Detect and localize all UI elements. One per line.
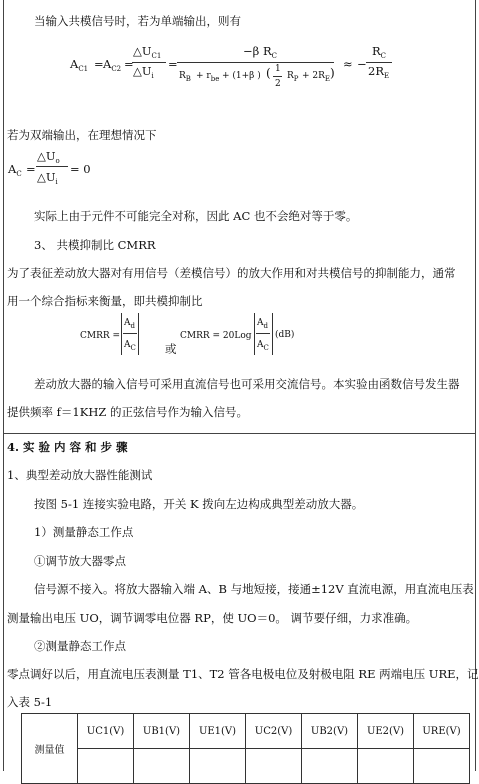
delta-uc1: △U: [133, 44, 152, 58]
ad-symbol: A: [257, 318, 264, 328]
ac1-symbol: A: [70, 57, 79, 71]
equals-sign: =: [26, 162, 36, 176]
table-cell[interactable]: [134, 749, 190, 784]
table-cell[interactable]: [358, 749, 414, 784]
asymmetry-note: 实际上由于元件不可能完全对称，因此 AC 也不会绝对等于零。: [34, 209, 358, 223]
common-mode-intro: 当输入共模信号时，若为单端输出，则有: [34, 14, 241, 28]
equals-sign: =: [124, 57, 134, 71]
paren-close: ): [330, 66, 335, 80]
delta-ui: △U: [133, 64, 152, 78]
equals-sign: =: [168, 57, 178, 71]
ac-symbol: A: [8, 162, 17, 176]
double-output-text: 若为双端输出，在理想情况下: [7, 128, 157, 142]
zero-adjust-line1: 信号源不接入。将放大器输入端 A、B 与地短接，接通±12V 直流电源，用直流电压表: [34, 582, 474, 596]
input-signal-line2: 提供频率 f＝1KHZ 的正弦信号作为输入信号。: [7, 405, 248, 419]
connect-circuit-text: 按图 5-1 连接实验电路，开关 K 拨向左边构成典型差动放大器。: [34, 497, 364, 511]
equals-zero: = 0: [70, 162, 91, 176]
table-header-cell: UC2(V): [246, 714, 302, 749]
rp-symbol: R: [287, 71, 294, 81]
cmrr-label-1: CMRR =: [80, 331, 121, 341]
ad-symbol: A: [124, 318, 131, 328]
zero-adjust-line2: 测量输出电压 UO，调节调零电位器 RP，使 UO＝0。 调节要仔细，力求准确。: [7, 611, 418, 625]
section4-heading: 4. 实 验 内 容 和 步 骤: [7, 440, 128, 454]
rc-symbol: R: [372, 44, 381, 58]
static-point-line2: 入表 5-1: [7, 695, 53, 709]
table-row: [22, 749, 470, 784]
half-numerator: 1: [275, 64, 281, 74]
static-point-table: [21, 713, 470, 784]
table-cell[interactable]: [302, 749, 358, 784]
cmrr-heading: 3、 共模抑制比 CMRR: [34, 238, 156, 252]
table-header-cell: UB2(V): [302, 714, 358, 749]
denominator-beta: + (1+β ): [222, 71, 261, 81]
table-header-cell: UC1(V): [78, 714, 134, 749]
minus-sign: −: [357, 57, 367, 71]
step-1a-heading: ①调节放大器零点: [34, 554, 126, 568]
ac-symbol: A: [124, 340, 131, 350]
denominator-rbe: + r: [196, 71, 211, 81]
table-header-cell: UE1(V): [190, 714, 246, 749]
ac2-symbol: A: [103, 57, 112, 71]
paren-open: (: [266, 66, 271, 80]
two-re-symbol: 2R: [368, 64, 384, 78]
table-cell[interactable]: [190, 749, 246, 784]
approx-sign: ≈: [343, 57, 353, 71]
input-signal-line1: 差动放大器的输入信号可采用直流信号也可采用交流信号。本实验由函数信号发生器: [34, 377, 460, 391]
cmrr-paragraph-line1: 为了表征差动放大器对有用信号（差模信号）的放大作用和对共模信号的抑制能力，通常: [7, 266, 456, 280]
document-page: 当输入共模信号时，若为单端输出，则有 $A_{C1}$ = $A_{C2}$ = $\triangle U_{C1}$ $\triangle U_i$ = −β $R_C$ $R_B$ + $r_{be}$ + (1+β ) ( 1 2 $R_P$ + $2R_E$ ) ≈ − $R_C$ $2R_E$ 若为双端输出，在理想情况下 $A_C$ = $\triangle U_o$ $\triangle U_i$ = 0 实际上由于元件不可能完全对称，因此 AC 也不会绝对等于零。 3、 共模抑制比 CMRR 为了表征差动放大器对有用信号（差模信号）的放大作用和对共模信号的抑制能力，通常 用一个综合指标来衡量，即共模抑制比 CMRR = $A_d$ $A_C$ 或 CMRR = 20Log $A_d$ $A_C$ (dB) 差动放大器的输入信号可采用直流信号也可采用交流信号。本实验由函数信号发生器 提供频率 f＝1KHZ 的正弦信号作为输入信号。 4. 实 验 内 容 和 步 骤 1、典型差动放大器性能测试 按图 5-1 连接实验电路，开关 K 拨向左边构成典型差动放大器。 1）测量静态工作点 ①调节放大器零点 信号源不接入。将放大器输入端 A、B 与地短接，接通±12V 直流电源，用直流电压表 测量输出电压 UO，调节调零电位器 RP，使 UO＝0。 调节要仔细，力求准确。 ②测量静态工作点 零点调好以后，用直流电压表测量 T1、T2 管各电极电位及射极电阻 RE 两端电压 URE，记 入表 5-1 测量值 UC1(V) UB1(V) UE1(V) UC2(V) UB2(V) UE2(V) URE(V): [0, 0, 479, 771]
table-row-label: 测量值: [22, 714, 78, 784]
equals-sign: =: [94, 57, 104, 71]
cmrr-paragraph-line2: 用一个综合指标来衡量，即共模抑制比: [7, 294, 203, 308]
plus-2re: + 2R: [302, 71, 325, 81]
table-header-row: [22, 714, 470, 749]
numerator-beta-rc: −β R: [243, 44, 272, 58]
denominator-rb: R: [179, 71, 186, 81]
table-cell[interactable]: [78, 749, 134, 784]
step-1b-heading: ②测量静态工作点: [34, 639, 126, 653]
static-point-line1: 零点调好以后，用直流电压表测量 T1、T2 管各电极电位及射极电阻 RE 两端电压 URE，记: [7, 667, 479, 681]
half-denominator: 2: [275, 79, 281, 89]
cmrr-label-2: CMRR = 20Log: [180, 331, 252, 341]
table-cell[interactable]: [414, 749, 470, 784]
step-1-heading: 1）测量静态工作点: [34, 525, 134, 539]
table-header-cell: URE(V): [414, 714, 470, 749]
ac-symbol: A: [257, 340, 264, 350]
table-header-cell: UE2(V): [358, 714, 414, 749]
delta-uo: △U: [37, 149, 56, 163]
or-text: 或: [165, 342, 177, 356]
section-divider: [4, 433, 475, 434]
table-header-cell: UB1(V): [134, 714, 190, 749]
db-unit: (dB): [275, 330, 295, 340]
delta-ui: △U: [37, 170, 56, 184]
subsection-1-heading: 1、典型差动放大器性能测试: [7, 468, 153, 482]
table-cell[interactable]: [246, 749, 302, 784]
